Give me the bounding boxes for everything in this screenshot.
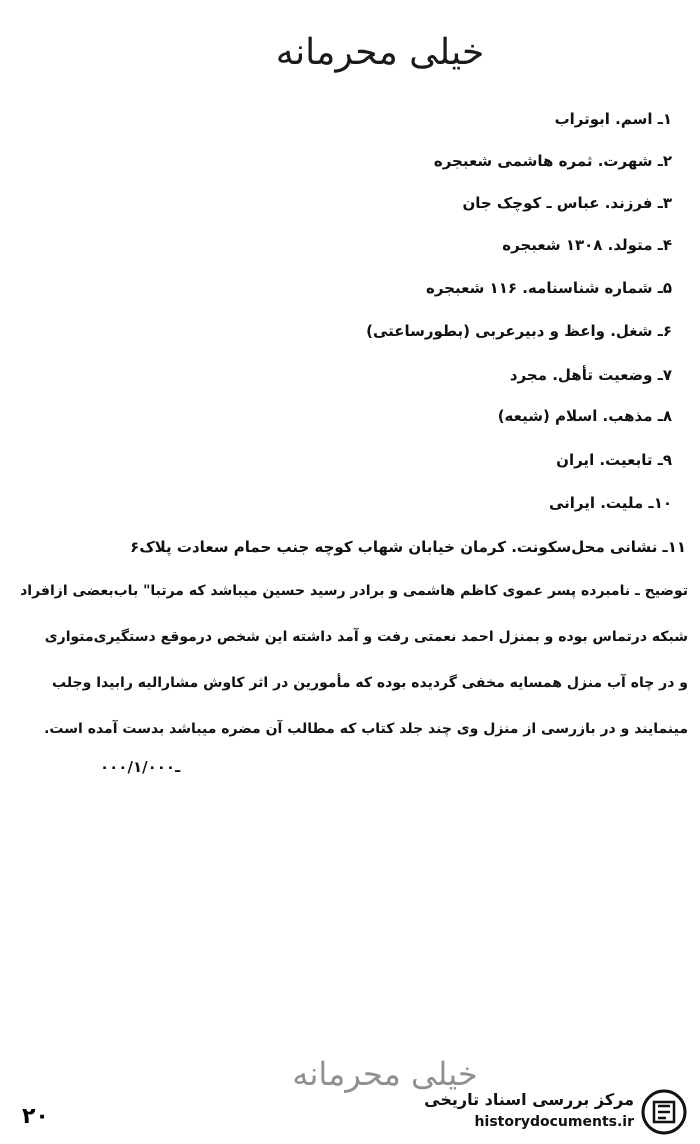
explanation-line: و در چاه آب منزل همسایه مخفی گردیده بوده که مأمورین در اثر کاوش مشارالیه رابیدا وجلب <box>52 675 688 691</box>
field-address: ۱۱ـ نشانی محل‌سکونت. کرمان خیابان شهاب کوچه جنب حمام سعادت پلاک۶ <box>130 538 686 556</box>
field-id-number: ۵ـ شماره شناسنامه. ۱۱۶ شعبجره <box>425 279 672 297</box>
field-birth: ۴ـ متولد. ۱۳۰۸ شعبجره <box>502 236 672 254</box>
archive-watermark <box>412 1086 692 1140</box>
classification-header: خیلی محرمانه <box>275 32 485 73</box>
page-number: ۲۰ <box>22 1104 49 1129</box>
classification-footer: خیلی محرمانه <box>292 1055 478 1093</box>
field-nationality: ۱۰ـ ملیت. ایرانی <box>548 494 672 512</box>
field-parent: ۳ـ فرزند. عباس ـ کوچک جان <box>462 194 672 212</box>
field-citizenship: ۹ـ تابعیت. ایران <box>556 451 672 469</box>
archive-website: historydocuments.ir <box>474 1114 634 1130</box>
archive-name: مرکز بررسی اسناد تاریخی <box>424 1090 634 1109</box>
field-surname: ۲ـ شهرت. ثمره هاشمی شعبجره <box>433 152 672 170</box>
field-occupation: ۶ـ شغل. واعظ و دبیرعربی (بطورساعتی) <box>366 322 672 340</box>
field-name: ۱ـ اسم. ابوتراب <box>554 110 672 128</box>
field-marital-status: ۷ـ وضعیت تأهل. مجرد <box>509 366 672 384</box>
reference-number: ۰۰۰/ـ۱/۰۰۰ <box>100 758 181 776</box>
archive-logo-icon <box>640 1088 688 1136</box>
field-religion: ۸ـ مذهب. اسلام (شیعه) <box>497 407 672 425</box>
explanation-paragraph <box>8 568 688 752</box>
explanation-line: توضیح ـ نامبرده پسر عموی کاظم هاشمی و برادر رسید حسین میباشد که مرتبا" باب‌بعضی ازافراد <box>20 583 688 599</box>
explanation-line: مینمایند و در بازرسی از منزل وی چند جلد کتاب که مطالب آن مضره میباشد بدست آمده است. <box>44 721 688 737</box>
explanation-line: شبکه درتماس بوده و بمنزل احمد نعمتی رفت و آمد داشته این شخص درموقع دستگیری‌متواری <box>44 629 688 645</box>
